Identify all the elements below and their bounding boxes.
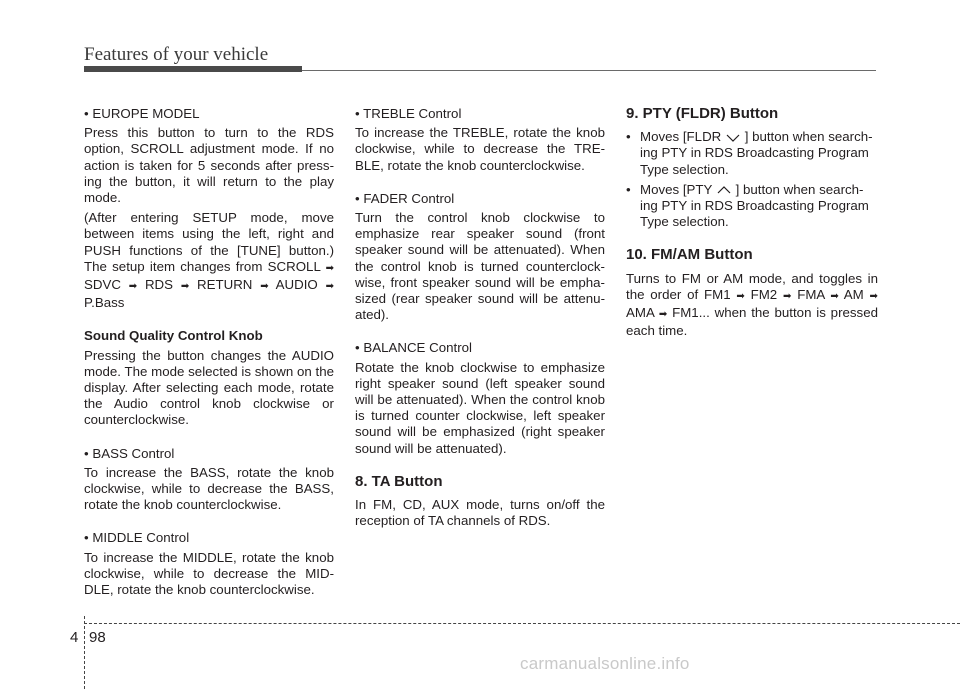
bass-label: • BASS Control [84,445,175,461]
setup-item: SDVC [84,277,121,293]
europe-label: • EUROPE MODEL [84,106,200,121]
chevron-up-icon [716,185,732,195]
setup-item: P.Bass [84,295,125,311]
setup-text [84,210,334,311]
header-rule-thick [84,66,302,72]
page-number: 98 [89,629,106,646]
pty-bullet-1 [626,129,878,178]
right-arrow-icon: ➡ [830,290,839,302]
middle-label: • MIDDLE Control [84,530,190,546]
treble-label: • TREBLE Control [355,106,462,121]
fm-seq-item: FM2 [750,286,778,302]
fader-text: Turn the control knob clockwise to emphasize rear speaker sound (front speaker sound will be attenuated). When the control knob is turned counterclock-wise, front speaker sound will be empha-sized (rear speaker sound will be attenu-ated). [355,210,605,323]
pty-bullet-1-pre: Moves [FLDR [640,129,722,145]
fm-seq-item: AM [843,286,864,302]
treble-text: To increase the TREBLE, rotate the knob clockwise, while to decrease the TRE-BLE, rotate the knob counterclockwise. [355,125,605,173]
fm-am-heading: 10. FM/AM Button [626,246,753,264]
right-arrow-icon: ➡ [180,281,190,293]
right-arrow-icon: ➡ [869,290,878,302]
pty-bullet-1-text [640,129,878,178]
setup-item: RDS [144,277,174,293]
setup-item: AUDIO [275,277,318,293]
fm-seq-item: FMA [797,286,825,302]
sound-quality-heading: Sound Quality Control Knob [84,328,263,344]
fm-seq-item: FM1 [704,286,731,302]
watermark: carmanualsonline.info [520,654,690,673]
chevron-down-icon [725,133,741,143]
footer-divider [84,616,85,689]
column-3 [626,106,878,343]
fm-am-text-post: when the button is pressed each time. [626,305,878,339]
chapter-number: 4 [70,629,79,646]
right-arrow-icon: ➡ [128,281,138,293]
right-arrow-icon: ➡ [736,290,745,302]
fader-label: • FADER Control [355,190,455,206]
footer-rule [84,623,960,624]
column-2 [355,106,605,533]
ta-heading: 8. TA Button [355,472,443,490]
pty-bullet-1-post: ] button when search-ing PTY in RDS Broadcasting Program Type selection. [640,129,873,177]
balance-label: • BALANCE Control [355,340,472,356]
pty-bullet-2-post: ] button when search-ing PTY in RDS Broadcasting Program Type selection. [640,181,869,230]
header-rule-thin [302,70,876,71]
bullet-dot: • [626,129,631,145]
pty-bullet-2-text [640,182,878,231]
right-arrow-icon: ➡ [783,290,792,302]
pty-bullet-2 [626,182,878,231]
right-arrow-icon: ➡ [658,309,668,321]
bullet-dot: • [626,181,631,197]
setup-text-body: (After entering SETUP mode, move between items using the left, right and PUSH functions of the [TUNE] button.) The setup item changes from SCROLL [84,210,334,274]
column-1 [84,106,334,602]
right-arrow-icon: ➡ [325,281,334,293]
right-arrow-icon: ➡ [325,262,334,274]
bass-text: To increase the BASS, rotate the knob clockwise, while to decrease the BASS, rotate the knob counterclockwise. [84,464,334,513]
right-arrow-icon: ➡ [260,281,269,293]
pty-bullet-2-pre: Moves [PTY [640,181,713,197]
sound-quality-text: Pressing the button changes the AUDIO mode. The mode selected is shown on the display. After selecting each mode, rotate the Audio control knob clockwise or counterclockwise. [84,347,334,428]
fm-am-text [626,271,878,340]
pty-heading: 9. PTY (FLDR) Button [626,105,779,122]
fm-am-text-pre: Turns to FM or AM mode, and toggles in the order of [626,270,878,302]
setup-item: RETURN [197,277,253,293]
ta-text: In FM, CD, AUX mode, turns on/off the reception of TA channels of RDS. [355,497,605,529]
balance-text: Rotate the knob clockwise to emphasize right speaker sound (left speaker sound will be attenuated). When the control knob is turned counter clockwise, left speaker sound will be emphasized (right speaker sound will be attenuated). [355,359,605,456]
fm-seq-item: AMA [626,305,655,321]
fm-seq-item: FM1... [672,305,710,321]
middle-text: To increase the MIDDLE, rotate the knob clockwise, while to decrease the MID-DLE, rotate the knob counterclockwise. [84,549,334,598]
europe-text: Press this button to turn to the RDS option, SCROLL adjustment mode. If no action is taken for 5 seconds after press-ing the button, it will return to the play mode. [84,125,334,206]
header-title: Features of your vehicle [84,44,269,65]
